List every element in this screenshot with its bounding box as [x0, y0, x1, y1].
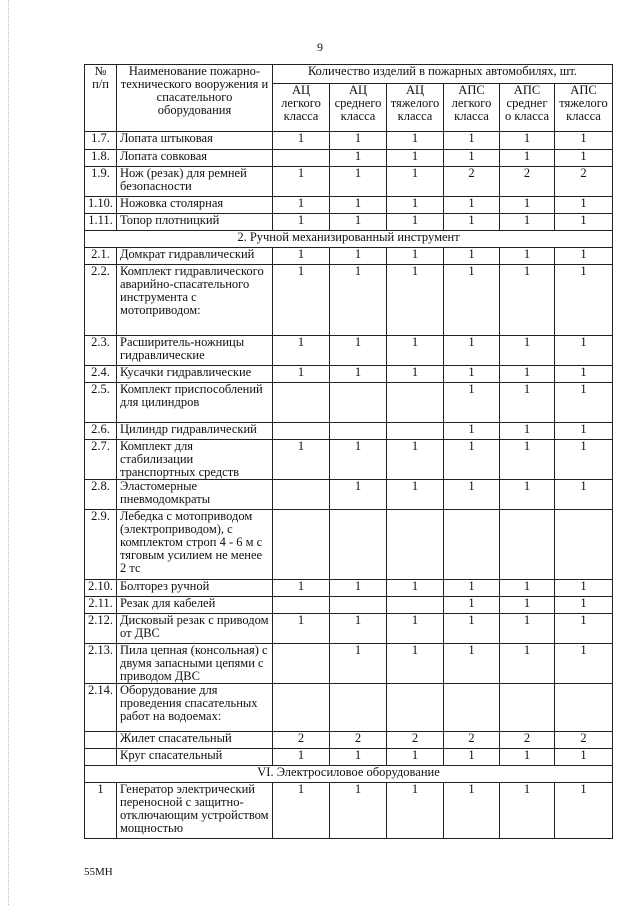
table-row: [85, 248, 613, 265]
quantity-cell: 1: [330, 336, 387, 366]
quantity-cell: [273, 423, 330, 440]
quantity-cell: 1: [330, 580, 387, 597]
quantity-cell: 1: [387, 336, 444, 366]
row-number: [85, 749, 117, 766]
quantity-cell: 1: [387, 132, 444, 150]
table-row: [85, 580, 613, 597]
row-name: Расширитель-ножницы гидравлические: [117, 336, 273, 366]
quantity-cell: 1: [387, 580, 444, 597]
quantity-cell: [330, 423, 387, 440]
quantity-cell: 2: [330, 732, 387, 749]
table-row: [85, 197, 613, 214]
quantity-cell: 1: [330, 480, 387, 510]
row-number: [85, 732, 117, 749]
quantity-cell: 1: [500, 480, 555, 510]
quantity-cell: [330, 597, 387, 614]
row-name: Комплект для стабилизации транспортных средств: [117, 440, 273, 480]
quantity-cell: 2: [444, 732, 500, 749]
row-name: Топор плотницкий: [117, 214, 273, 231]
row-number: 2.2.: [85, 265, 117, 336]
quantity-cell: 1: [555, 783, 613, 839]
quantity-cell: [444, 510, 500, 580]
quantity-cell: [273, 510, 330, 580]
table-row: [85, 644, 613, 684]
quantity-cell: 1: [555, 265, 613, 336]
quantity-cell: 1: [555, 132, 613, 150]
table-row: [85, 265, 613, 336]
quantity-cell: 1: [330, 440, 387, 480]
row-name: Эластомерные пневмодомкраты: [117, 480, 273, 510]
row-name: Лебедка с мотоприводом (электроприводом), с комплектом строп 4 - 6 м с тяговым усилием не менее 2 тс: [117, 510, 273, 580]
table-row: [85, 749, 613, 766]
quantity-cell: [387, 423, 444, 440]
header-col: АЦ среднего класса: [330, 84, 387, 132]
quantity-cell: [387, 597, 444, 614]
equipment-table: [84, 64, 613, 839]
quantity-cell: 1: [330, 150, 387, 167]
quantity-cell: 1: [555, 366, 613, 383]
quantity-cell: 1: [555, 749, 613, 766]
quantity-cell: 1: [500, 749, 555, 766]
quantity-cell: 1: [555, 150, 613, 167]
table-row: [85, 684, 613, 732]
quantity-cell: [555, 684, 613, 732]
quantity-cell: [387, 684, 444, 732]
quantity-cell: 1: [444, 132, 500, 150]
quantity-cell: 1: [387, 214, 444, 231]
quantity-cell: 1: [387, 644, 444, 684]
header-col: АПС тяжелого класса: [555, 84, 613, 132]
quantity-cell: 1: [555, 423, 613, 440]
quantity-cell: 1: [330, 614, 387, 644]
quantity-cell: 1: [444, 749, 500, 766]
quantity-cell: 1: [555, 644, 613, 684]
row-number: 2.11.: [85, 597, 117, 614]
section-title: 2. Ручной механизированный инструмент: [85, 231, 613, 248]
quantity-cell: 1: [330, 366, 387, 383]
row-number: 2.14.: [85, 684, 117, 732]
quantity-cell: 1: [500, 597, 555, 614]
header-col: АПС среднег о класса: [500, 84, 555, 132]
quantity-cell: 1: [330, 749, 387, 766]
row-name: Комплект приспособлений для цилиндров: [117, 383, 273, 423]
quantity-cell: [330, 510, 387, 580]
header-col: АПС легкого класса: [444, 84, 500, 132]
quantity-cell: 1: [444, 480, 500, 510]
section-row: [85, 231, 613, 248]
quantity-cell: 1: [500, 150, 555, 167]
table-row: [85, 383, 613, 423]
quantity-cell: 1: [330, 197, 387, 214]
row-name: Резак для кабелей: [117, 597, 273, 614]
row-number: 2.10.: [85, 580, 117, 597]
quantity-cell: 1: [330, 265, 387, 336]
row-name: Комплект гидравлического аварийно-спасательного инструмента с мотоприводом:: [117, 265, 273, 336]
quantity-cell: 1: [500, 423, 555, 440]
quantity-cell: 1: [444, 580, 500, 597]
quantity-cell: 1: [330, 132, 387, 150]
quantity-cell: 1: [500, 336, 555, 366]
table-row: [85, 150, 613, 167]
quantity-cell: [500, 510, 555, 580]
table-row: [85, 132, 613, 150]
quantity-cell: 1: [555, 248, 613, 265]
quantity-cell: [500, 684, 555, 732]
row-number: 2.9.: [85, 510, 117, 580]
row-number: 2.1.: [85, 248, 117, 265]
quantity-cell: 1: [500, 383, 555, 423]
row-number: 2.7.: [85, 440, 117, 480]
quantity-cell: [273, 383, 330, 423]
row-number: 2.5.: [85, 383, 117, 423]
quantity-cell: 1: [500, 265, 555, 336]
quantity-cell: 1: [444, 248, 500, 265]
row-number: 1.7.: [85, 132, 117, 150]
quantity-cell: [273, 684, 330, 732]
quantity-cell: [273, 480, 330, 510]
quantity-cell: 1: [500, 783, 555, 839]
row-number: 2.4.: [85, 366, 117, 383]
row-number: 1.9.: [85, 167, 117, 197]
table-row: [85, 597, 613, 614]
row-name: Пила цепная (консольная) с двумя запасными цепями с приводом ДВС: [117, 644, 273, 684]
quantity-cell: 1: [444, 440, 500, 480]
quantity-cell: 1: [387, 480, 444, 510]
row-number: 2.6.: [85, 423, 117, 440]
quantity-cell: 1: [555, 383, 613, 423]
quantity-cell: [273, 597, 330, 614]
quantity-cell: 1: [555, 597, 613, 614]
quantity-cell: 1: [273, 366, 330, 383]
quantity-cell: 1: [500, 580, 555, 597]
quantity-cell: 1: [444, 336, 500, 366]
table-row: [85, 440, 613, 480]
row-name: Лопата совковая: [117, 150, 273, 167]
quantity-cell: 1: [444, 383, 500, 423]
quantity-cell: 1: [444, 783, 500, 839]
quantity-cell: 2: [444, 167, 500, 197]
quantity-cell: 1: [273, 783, 330, 839]
quantity-cell: 1: [387, 167, 444, 197]
table-row: [85, 783, 613, 839]
table-row: [85, 614, 613, 644]
quantity-cell: 1: [444, 150, 500, 167]
quantity-cell: [387, 383, 444, 423]
quantity-cell: 1: [387, 265, 444, 336]
quantity-cell: 1: [387, 150, 444, 167]
quantity-cell: 1: [500, 644, 555, 684]
quantity-cell: 1: [444, 265, 500, 336]
quantity-cell: 1: [273, 749, 330, 766]
row-number: 1.11.: [85, 214, 117, 231]
quantity-cell: 1: [273, 580, 330, 597]
quantity-cell: 1: [330, 214, 387, 231]
quantity-cell: 1: [387, 783, 444, 839]
header-name: Наименование пожарно-технического вооружения и спасательного оборудования: [117, 65, 273, 132]
quantity-cell: 1: [444, 644, 500, 684]
quantity-cell: 2: [273, 732, 330, 749]
table-row: [85, 214, 613, 231]
quantity-cell: 1: [273, 336, 330, 366]
quantity-cell: 1: [500, 440, 555, 480]
row-number: 2.3.: [85, 336, 117, 366]
quantity-cell: [555, 510, 613, 580]
row-name: Домкрат гидравлический: [117, 248, 273, 265]
quantity-cell: 1: [555, 336, 613, 366]
quantity-cell: 1: [387, 749, 444, 766]
table-row: [85, 167, 613, 197]
quantity-cell: 1: [444, 614, 500, 644]
quantity-cell: [330, 684, 387, 732]
quantity-cell: 1: [500, 248, 555, 265]
quantity-cell: 1: [444, 597, 500, 614]
header-group: Количество изделий в пожарных автомобилях, шт.: [273, 65, 613, 84]
row-name: Нож (резак) для ремней безопасности: [117, 167, 273, 197]
quantity-cell: 1: [555, 480, 613, 510]
row-name: Цилиндр гидравлический: [117, 423, 273, 440]
header-col: АЦ тяжелого класса: [387, 84, 444, 132]
header-num: № п/п: [85, 65, 117, 132]
row-number: 1: [85, 783, 117, 839]
row-name: Кусачки гидравлические: [117, 366, 273, 383]
row-name: Жилет спасательный: [117, 732, 273, 749]
table-row: [85, 480, 613, 510]
quantity-cell: [330, 383, 387, 423]
quantity-cell: 1: [444, 366, 500, 383]
quantity-cell: 1: [555, 580, 613, 597]
row-name: Круг спасательный: [117, 749, 273, 766]
quantity-cell: 2: [500, 732, 555, 749]
quantity-cell: 1: [387, 197, 444, 214]
row-number: 1.8.: [85, 150, 117, 167]
table-body: [85, 132, 613, 839]
row-number: 2.8.: [85, 480, 117, 510]
quantity-cell: 1: [500, 197, 555, 214]
quantity-cell: 1: [555, 440, 613, 480]
quantity-cell: 2: [387, 732, 444, 749]
row-name: Лопата штыковая: [117, 132, 273, 150]
quantity-cell: 2: [555, 167, 613, 197]
quantity-cell: 1: [387, 440, 444, 480]
row-number: 1.10.: [85, 197, 117, 214]
quantity-cell: 1: [273, 197, 330, 214]
row-number: 2.12.: [85, 614, 117, 644]
quantity-cell: [273, 644, 330, 684]
quantity-cell: 1: [555, 614, 613, 644]
quantity-cell: 1: [387, 366, 444, 383]
quantity-cell: 1: [273, 440, 330, 480]
row-name: Оборудование для проведения спасательных работ на водоемах:: [117, 684, 273, 732]
row-name: Болторез ручной: [117, 580, 273, 597]
table-row: [85, 732, 613, 749]
quantity-cell: 1: [330, 167, 387, 197]
quantity-cell: [444, 684, 500, 732]
quantity-cell: 1: [500, 132, 555, 150]
row-name: Генератор электрический переносной с защитно-отключающим устройством мощностью: [117, 783, 273, 839]
quantity-cell: 1: [444, 214, 500, 231]
quantity-cell: 2: [555, 732, 613, 749]
quantity-cell: 1: [273, 167, 330, 197]
quantity-cell: 1: [500, 614, 555, 644]
table-row: [85, 510, 613, 580]
quantity-cell: 1: [500, 214, 555, 231]
table-row: [85, 336, 613, 366]
quantity-cell: 1: [555, 197, 613, 214]
quantity-cell: 1: [330, 248, 387, 265]
quantity-cell: 1: [273, 248, 330, 265]
quantity-cell: 1: [330, 644, 387, 684]
quantity-cell: 1: [273, 614, 330, 644]
table-row: [85, 423, 613, 440]
quantity-cell: 1: [387, 248, 444, 265]
footer-code: 55МН: [84, 866, 113, 878]
quantity-cell: 1: [273, 265, 330, 336]
header-col: АЦ легкого класса: [273, 84, 330, 132]
row-name: Ножовка столярная: [117, 197, 273, 214]
quantity-cell: [273, 150, 330, 167]
quantity-cell: 1: [555, 214, 613, 231]
page-edge: [8, 0, 9, 905]
section-row: [85, 766, 613, 783]
quantity-cell: 2: [500, 167, 555, 197]
table-row: [85, 366, 613, 383]
page-number: 9: [317, 40, 323, 54]
quantity-cell: 1: [500, 366, 555, 383]
section-title: VI. Электросиловое оборудование: [85, 766, 613, 783]
quantity-cell: 1: [444, 423, 500, 440]
quantity-cell: 1: [387, 614, 444, 644]
row-name: Дисковый резак с приводом от ДВС: [117, 614, 273, 644]
row-number: 2.13.: [85, 644, 117, 684]
quantity-cell: [387, 510, 444, 580]
quantity-cell: 1: [273, 132, 330, 150]
quantity-cell: 1: [273, 214, 330, 231]
quantity-cell: 1: [444, 197, 500, 214]
quantity-cell: 1: [330, 783, 387, 839]
